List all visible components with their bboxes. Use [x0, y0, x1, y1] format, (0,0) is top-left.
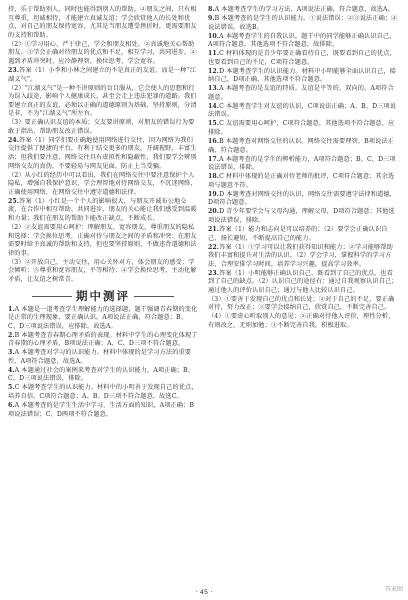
- answer-paragraph: [208, 173, 398, 190]
- answer-text: 答案（1）小红是一个个人的影响很大，与朋友开诚布公地交流，在合作中相互帮助、共同进步，朋友的关心能让我们感受到温暖和力量；我们在朋友的帮助下能改正缺点，不断成长。: [8, 197, 197, 222]
- question-number: 17.: [208, 155, 220, 163]
- answer-paragraph: [8, 332, 198, 349]
- left-column-answers: [8, 6, 198, 285]
- answer-paragraph: [208, 85, 398, 102]
- answer-text: A 本题通过社会的案例来考查对学生的认识能力，A项正确；B、C、D三项说法错误，排除。: [8, 366, 194, 383]
- answer-text: （3）要正确认识友谊的本质；交友要讲原则，对朋友的错误行为要敢于指出，帮助朋友改正错误。: [8, 119, 195, 135]
- answer-text: （3）①要善于发现自己的优点和长处；②对于自己的不足，要正确对待，努力改正；③要学会接纳自己，欣赏自己，不断完善自己。: [208, 295, 395, 312]
- answer-paragraph: [8, 402, 198, 419]
- answer-text: （3）②开放自己，主动交往，用心关怀对方，体会朋友的感受；学会倾听；③尊重和宽容朋友，平等相待；④学会换位思考，主动化解矛盾，让友谊之树常青。: [8, 258, 197, 283]
- answer-text: B 本题考查青春期心理矛盾的表现。材料中学生的心理变化体现了青春期的心理矛盾，B项说法正确；A、C、D三项不符合题意。: [8, 331, 198, 348]
- answer-text: C 材料中体现的是正确对待老师的批评，C项符合题意；其余选项与题意不符。: [208, 173, 395, 189]
- answer-text: （2）从小红的经历中可以看出，我们在网络交往中要注意保护个人隐私，增强自我保护意识，学会理智地对待网络交友，不沉迷网络，正确使用网络，在网络交往中遵守道德和法律。: [8, 171, 197, 196]
- question-number: 1.: [8, 305, 15, 313]
- question-number: 10.: [208, 32, 220, 40]
- answer-paragraph: [208, 156, 398, 173]
- answer-text: 答案（1）①学习可以让我们获得知识和能力；②学习能够帮助我们丰富和提升对生活的认识。（2）学会学习，掌握科学的学习方法，合理安排学习时间，培养学习兴趣，提高学习效率。: [208, 243, 393, 268]
- answer-text: A 本题考查的是友谊的特质。友谊是平等的、双向的，A项符合题意。: [208, 85, 394, 101]
- question-number: 23.: [8, 66, 20, 74]
- question-number: 5.: [8, 384, 15, 392]
- answer-text: B 本题考查对网络交往的认识。网络交往需要理智，B项说法正确，符合题意。: [208, 138, 394, 154]
- answer-paragraph: [208, 296, 398, 313]
- answer-text: C 材料体现的是青少年要正确看待自己，既要看到自己的优点，也要看到自己的不足，C项符合题意。: [208, 50, 396, 66]
- question-number: 13.: [208, 85, 220, 93]
- answer-text: A 本题考查的是学生的辨析能力，A项符合题意；B、C、D三项说法错误，排除。: [208, 155, 396, 172]
- question-number: 19.: [208, 190, 220, 198]
- answer-text: D 本题考查学生的认识能力。材料中小明能够全面认识自己，接纳自己，D项正确，其他选项不符合题意。: [208, 67, 396, 84]
- answer-text: （2）②友谊需要用心呵护：理解朋友、宽容朋友，尊重朋友的隐私和选择；学会换位思考，正确对待与朋友之间的矛盾和冲突；在朋友需要时给予真诚的帮助和支持，但也要坚持原则，不做违背道德和法律的事。: [8, 223, 197, 257]
- watermark-stamp: 答案圈: [384, 586, 403, 593]
- answer-paragraph: [8, 119, 198, 136]
- answer-text: C 本题考查学生的认识能力。材料中的小明善于发现自己的优点，培养自信，C项符合题意；A、B、D三项不符合题意。故选C。: [8, 384, 198, 401]
- question-number: 23.: [208, 269, 220, 277]
- question-number: 4.: [8, 366, 15, 374]
- page-number-value: 45: [199, 588, 209, 596]
- answer-text: D 本题考查对网络交往的认识，网络交往需要遵守法律和道德，D项符合题意。: [208, 190, 396, 207]
- answer-paragraph: [8, 259, 198, 285]
- right-column-answers: [208, 6, 398, 331]
- question-number: 8.: [208, 6, 215, 13]
- answer-text: A 本题考查学生的自我认识。题干中的同学能够正确认识自己，A项符合题意，其他选项不符合题意，故排除。: [208, 32, 396, 49]
- answer-paragraph: [208, 33, 398, 50]
- answer-paragraph: [208, 191, 398, 208]
- answer-paragraph: [208, 208, 398, 225]
- answer-text: （2）①学习用心、严于律己，学会和朋友相处。②真诚地关心帮助朋友。③学会正确对待朋友的优点和不足，相互学习，共同进步。④遇到矛盾冲突时，应冷静理智，换位思考，学会宽容。: [8, 40, 197, 65]
- answer-paragraph: [208, 15, 398, 32]
- question-number: 24.: [8, 136, 20, 144]
- answer-paragraph: [8, 41, 198, 67]
- answer-paragraph: [8, 67, 198, 84]
- answer-paragraph: [8, 6, 198, 40]
- answer-text: 答案（1）同学们要正确地使用网络进行交往，因为网络为我们交往提供了便捷的平台，有利于结交更多的朋友，开阔视野，丰富生活；但我们要注意，网络交往具有虚拟性和隐蔽性，我们要学会辨别网络交友的真伪，不要轻易与网友见面，防止上当受骗。: [8, 136, 197, 170]
- answer-text: A 本题考查的是学生生活中学习、生活方面的知识，A项正确；B项说法错误；C、D两项不符合题意。: [8, 402, 194, 418]
- question-number: 22.: [208, 243, 220, 251]
- question-number: 15.: [208, 120, 220, 128]
- answer-text: 答案（1）能力和志向是可以培养的；（2）要学会正确认识自己，扬长避短，不断提高自己的能力。: [208, 225, 388, 242]
- question-number: 25.: [8, 197, 20, 205]
- answer-paragraph: [208, 103, 398, 120]
- question-number: 3.: [8, 349, 15, 357]
- answer-paragraph: [8, 137, 198, 171]
- answer-paragraph: [208, 120, 398, 137]
- question-number: 11.: [208, 50, 220, 58]
- answer-paragraph: [208, 226, 398, 243]
- answer-text: C 友谊需要用心呵护，C项符合题意，其他选项不符合题意，应排除。: [208, 120, 395, 137]
- question-number: 12.: [208, 67, 220, 75]
- question-number: 18.: [208, 173, 220, 181]
- answer-paragraph: [8, 306, 198, 332]
- answer-text: （2）“江湖义气”是一种不讲原则的盲目服从，它会使人的思想和行为误入歧途，影响个人健康成长，甚至会走上违法犯罪的道路。我们要建立真正的友谊，必须以正确的道德原则为基础，坚持原则，分清是非，不为“江湖义气”所左右。: [8, 84, 197, 118]
- answer-text: 答案（1）小明能够正确认识自己，既看到了自己的优点，也看到了自己的缺点。（2）认识自己的途径有：通过自我观察认识自己；通过他人的评价认识自己；通过与他人比较认识自己。: [208, 269, 398, 294]
- answer-text: D 青少年要学会与父母沟通，理解父母，D项符合题意；其他选项说法错误，排除。: [208, 208, 395, 224]
- section-title: [8, 288, 198, 304]
- left-column: [8, 6, 198, 419]
- answer-paragraph: [208, 313, 398, 330]
- question-number: 9.: [208, 14, 215, 22]
- answer-text: A 本题是一道考查学生理解能力的选择题，题干强调青春期的变化是正常的生理现象，要正确认识。A项说法正确，符合题意；B、C、D三项说法错误，应排除。故选A。: [8, 305, 198, 330]
- answer-paragraph: [8, 85, 198, 119]
- title-rule-right: [134, 296, 174, 297]
- answer-paragraph: [208, 244, 398, 270]
- answer-paragraph: [8, 367, 198, 384]
- question-number: 20.: [208, 208, 220, 216]
- answer-text: A 本题考查对学习的认识能力。材料中体现的是学习方法的重要性，A项符合题意，故选A。: [8, 349, 192, 365]
- midterm-answers: [8, 306, 198, 420]
- answer-text: B 本题考查的是学生的认识能力。①说法错误；②③说法正确；④说法错误。故选B。: [208, 14, 398, 31]
- question-number: 14.: [208, 102, 220, 110]
- answer-paragraph: [208, 50, 398, 67]
- question-number: 16.: [208, 138, 220, 146]
- section-title-text: 期中测评: [76, 288, 130, 303]
- answer-paragraph: [208, 270, 398, 296]
- answer-paragraph: [8, 198, 198, 224]
- answer-text: 答案（1）小李和小林之间建立的不是真正的友谊，而是一种“江湖义气”。: [8, 66, 197, 83]
- title-rule-left: [32, 296, 72, 297]
- answer-text: A 本题考查学生的学习方法，A项说法正确，符合题意，故选A。: [214, 6, 394, 13]
- answer-paragraph: [208, 6, 398, 15]
- answer-paragraph: [208, 68, 398, 85]
- right-column: [208, 6, 398, 331]
- page-number: · 45 ·: [195, 588, 213, 596]
- answer-text: C 本题考查学生对友谊的认识，C项说法正确；A、B、D三项说法错误。: [208, 102, 396, 119]
- answer-paragraph: [208, 138, 398, 155]
- answer-paragraph: [8, 224, 198, 258]
- question-number: 2.: [8, 331, 15, 339]
- answer-paragraph: [8, 172, 198, 198]
- question-number: 21.: [208, 225, 220, 233]
- answer-paragraph: [8, 384, 198, 401]
- answer-text: （4）①要虚心听取别人的意见；②正确对待他人评价，理性分析，有则改之，无则加勉；③不断完善自我，积极进取。: [208, 313, 395, 330]
- answer-paragraph: [8, 349, 198, 366]
- answer-text: 持，乐于帮助别人，同时也能得到别人的帮助。④朋友之间，只有相互尊重，坦诚相待，才能建立真诚友谊；学会欣赏他人的长处和优点，对自己的朋友保持宽容，尤其是当朋友遭受挫折时，更需要朋友的支持和帮助。: [8, 6, 197, 39]
- question-number: 6.: [8, 402, 15, 409]
